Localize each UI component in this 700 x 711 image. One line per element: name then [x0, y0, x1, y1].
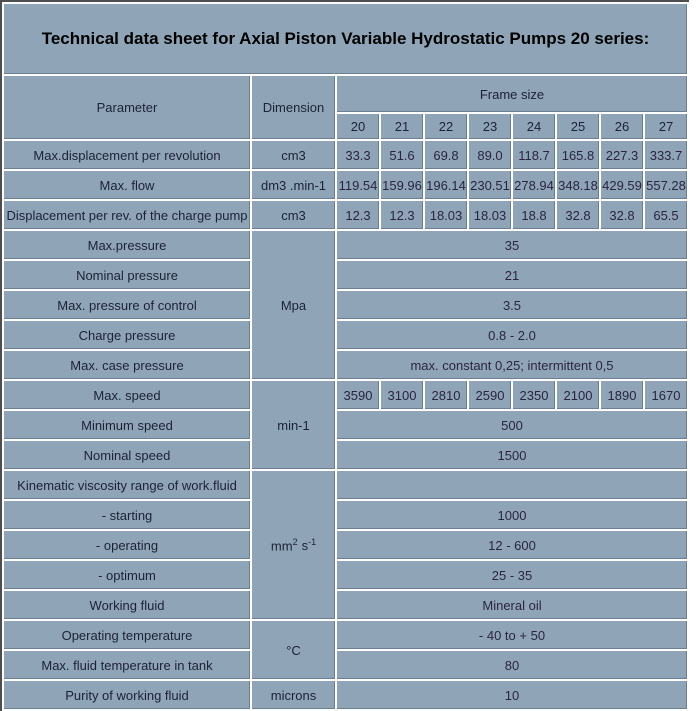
table-row	[3, 200, 688, 230]
table-row	[3, 620, 688, 650]
param-cell: - optimum	[3, 560, 251, 590]
value-cell: 3590	[336, 380, 380, 410]
table-row	[3, 530, 688, 560]
value-cell: 278.94	[512, 170, 556, 200]
merged-value-cell: Mineral oil	[336, 590, 688, 620]
value-cell: 429.59	[600, 170, 644, 200]
header-frame-size: Frame size	[336, 75, 688, 113]
merged-value-cell: 80	[336, 650, 688, 680]
value-cell: 18.03	[468, 200, 512, 230]
value-cell: 118.7	[512, 140, 556, 170]
param-cell: - starting	[3, 500, 251, 530]
value-cell: 2590	[468, 380, 512, 410]
value-cell: 159.96	[380, 170, 424, 200]
value-cell: 12.3	[336, 200, 380, 230]
merged-value-cell: - 40 to + 50	[336, 620, 688, 650]
dim-cell: dm3 .min-1	[251, 170, 336, 200]
value-cell: 348.18	[556, 170, 600, 200]
param-cell: Charge pressure	[3, 320, 251, 350]
param-cell: Max. pressure of control	[3, 290, 251, 320]
dim-cell-celsius: °C	[251, 620, 336, 680]
frame-col-21: 21	[380, 113, 424, 140]
value-cell: 1890	[600, 380, 644, 410]
value-cell: 557.28	[644, 170, 688, 200]
table-row	[3, 170, 688, 200]
param-cell: Max. case pressure	[3, 350, 251, 380]
dim-cell: cm3	[251, 140, 336, 170]
value-cell: 1670	[644, 380, 688, 410]
unit-base: s	[301, 538, 309, 554]
param-cell: - operating	[3, 530, 251, 560]
value-cell: 65.5	[644, 200, 688, 230]
table-row	[3, 470, 688, 500]
unit-sup: -1	[308, 536, 317, 547]
value-cell: 165.8	[556, 140, 600, 170]
merged-value-cell	[336, 470, 688, 500]
param-cell: Working fluid	[3, 590, 251, 620]
frame-col-23: 23	[468, 113, 512, 140]
value-cell: 227.3	[600, 140, 644, 170]
merged-value-cell: 35	[336, 230, 688, 260]
dim-cell-microns: microns	[251, 680, 336, 710]
frame-col-22: 22	[424, 113, 468, 140]
value-cell: 3100	[380, 380, 424, 410]
table-row	[3, 590, 688, 620]
param-cell: Displacement per rev. of the charge pump	[3, 200, 251, 230]
header-dimension: Dimension	[251, 75, 336, 140]
value-cell: 230.51	[468, 170, 512, 200]
table-row	[3, 290, 688, 320]
dim-cell-viscosity	[251, 470, 336, 620]
frame-col-20: 20	[336, 113, 380, 140]
frame-col-24: 24	[512, 113, 556, 140]
table-row	[3, 500, 688, 530]
value-cell: 2810	[424, 380, 468, 410]
value-cell: 33.3	[336, 140, 380, 170]
merged-value-cell: 10	[336, 680, 688, 710]
unit-sup: 2	[292, 536, 298, 547]
value-cell: 18.03	[424, 200, 468, 230]
merged-value-cell: 12 - 600	[336, 530, 688, 560]
value-cell: 32.8	[556, 200, 600, 230]
param-cell: Max.displacement per revolution	[3, 140, 251, 170]
value-cell: 2100	[556, 380, 600, 410]
merged-value-cell: 3.5	[336, 290, 688, 320]
value-cell: 12.3	[380, 200, 424, 230]
table-row	[3, 75, 688, 113]
table-row	[3, 440, 688, 470]
param-cell: Kinematic viscosity range of work.fluid	[3, 470, 251, 500]
param-cell: Minimum speed	[3, 410, 251, 440]
value-cell: 18.8	[512, 200, 556, 230]
value-cell: 51.6	[380, 140, 424, 170]
table-row	[3, 410, 688, 440]
table-row	[3, 380, 688, 410]
frame-col-25: 25	[556, 113, 600, 140]
value-cell: 32.8	[600, 200, 644, 230]
table-row	[3, 320, 688, 350]
merged-value-cell: 500	[336, 410, 688, 440]
table-row	[3, 260, 688, 290]
dim-cell: cm3	[251, 200, 336, 230]
merged-value-cell: 1500	[336, 440, 688, 470]
table-row	[3, 3, 688, 75]
datasheet-table	[2, 2, 689, 711]
value-cell: 69.8	[424, 140, 468, 170]
dim-cell-min: min-1	[251, 380, 336, 470]
param-cell: Max. speed	[3, 380, 251, 410]
value-cell: 196.14	[424, 170, 468, 200]
merged-value-cell: 21	[336, 260, 688, 290]
value-cell: 89.0	[468, 140, 512, 170]
dim-cell-mpa: Mpa	[251, 230, 336, 380]
merged-value-cell: 1000	[336, 500, 688, 530]
table-row	[3, 680, 688, 710]
merged-value-cell: 25 - 35	[336, 560, 688, 590]
header-parameter: Parameter	[3, 75, 251, 140]
frame-col-27: 27	[644, 113, 688, 140]
merged-value-cell: 0.8 - 2.0	[336, 320, 688, 350]
frame-col-26: 26	[600, 113, 644, 140]
table-row	[3, 350, 688, 380]
table-row	[3, 230, 688, 260]
value-cell: 2350	[512, 380, 556, 410]
table-row	[3, 560, 688, 590]
param-cell: Nominal speed	[3, 440, 251, 470]
table-row	[3, 140, 688, 170]
unit-base: mm	[270, 538, 293, 554]
table-row	[3, 650, 688, 680]
param-cell: Purity of working fluid	[3, 680, 251, 710]
merged-value-cell: max. constant 0,25; intermittent 0,5	[336, 350, 688, 380]
value-cell: 333.7	[644, 140, 688, 170]
param-cell: Max. flow	[3, 170, 251, 200]
param-cell: Nominal pressure	[3, 260, 251, 290]
param-cell: Max. fluid temperature in tank	[3, 650, 251, 680]
value-cell: 119.54	[336, 170, 380, 200]
param-cell: Max.pressure	[3, 230, 251, 260]
sheet-title: Technical data sheet for Axial Piston Variable Hydrostatic Pumps 20 series:	[3, 3, 688, 75]
param-cell: Operating temperature	[3, 620, 251, 650]
